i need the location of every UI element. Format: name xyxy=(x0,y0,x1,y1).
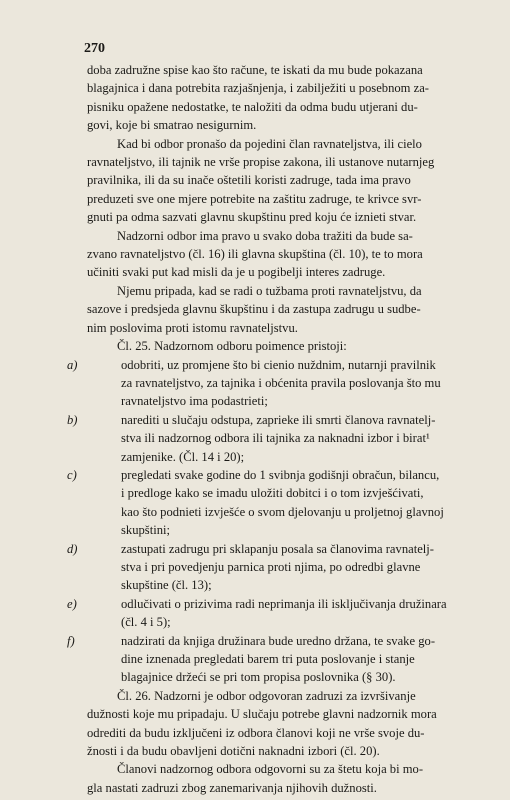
text-line: stva ili nadzornog odbora ili tajnika za naknadni izbor i birat¹ xyxy=(121,431,430,446)
text-line: za ravnateljstvo, za tajnika i obćenita pravila poslovanja što mu xyxy=(121,375,441,390)
text-line: nadzirati da knjiga družinara bude uredno držana, te svake go- xyxy=(121,633,436,648)
text-line: pravilnika, ili da su inače oštetili koristi zadruge, tada ima pravo xyxy=(87,173,411,188)
list-marker: d) xyxy=(67,541,78,556)
page-number: 270 xyxy=(84,41,105,56)
text-line: i predloge kako se imadu uložiti dobitci i o tom izvješćivati, xyxy=(121,486,424,501)
text-line: stva i pri povedjenju parnica proti njima, po odredbi glavne xyxy=(121,559,421,574)
text-line: govi, koje bi smatrao nesigurnim. xyxy=(87,118,257,133)
text-line: Nadzorni odbor ima pravo u svako doba tražiti da bude sa- xyxy=(117,228,413,243)
text-line: sazove i predsjeda glavnu škupštinu i da zastupa zadrugu u sudbe- xyxy=(87,302,421,317)
list-marker: e) xyxy=(67,596,77,611)
text-line: zvano ravnateljstvo (čl. 16) ili glavna skupština (čl. 10), te to mora xyxy=(87,247,423,262)
text-line: skupštini; xyxy=(121,523,170,538)
list-item-b xyxy=(67,411,455,466)
article-26-heading: Čl. 26. Nadzorni je odbor odgovoran zadruzi za izvršivanje xyxy=(117,688,416,703)
text-line: blagajnice držeći se pri tom propisa poslovnika (§ 30). xyxy=(121,670,396,685)
text-line: odlučivati o prizivima radi neprimanja ili isključivanja družinara xyxy=(121,596,447,611)
list-item-c xyxy=(67,466,455,540)
text-line: (čl. 4 i 5); xyxy=(121,615,171,630)
text-line: narediti u slučaju odstupa, zaprieke ili smrti članova ravnatelj- xyxy=(121,412,436,427)
article-25-heading: Čl. 25. Nadzornom odboru poimence pristoji: xyxy=(117,339,347,354)
text-line: kao što podnieti izvješće o svom djelovanju u proljetnoj glavnoj xyxy=(121,504,444,519)
text-line: gnuti pa odma sazvati glavnu skupštinu pred koju će iznieti stvar. xyxy=(87,210,417,225)
text-line: doba zadružne spise kao što račune, te iskati da mu bude pokazana xyxy=(87,63,423,77)
text-line: učiniti svaki put kad misli da je u pogibelji interes zadruge. xyxy=(87,265,386,280)
duties-list xyxy=(67,356,455,687)
text-line: zastupati zadrugu pri sklapanju posala sa članovima ravnatelj- xyxy=(121,541,434,556)
list-item-d xyxy=(67,540,455,595)
text-line: pisniku opažene nedostatke, te naložiti da odma budu utjerani du- xyxy=(87,99,418,114)
text-line: blagajnica i dana potrebita razjašnjenja, i zabilježiti u posebnom za- xyxy=(87,81,429,96)
text-line: odrediti da budu izključeni iz odbora članovi koji ne vrše svoje du- xyxy=(87,725,425,740)
text-line: skupštine (čl. 13); xyxy=(121,578,212,593)
text-line: Članovi nadzornog odbora odgovorni su za štetu koja bi mo- xyxy=(117,762,424,777)
text-line: zamjenike. (Čl. 14 i 20); xyxy=(121,449,245,464)
text-line: odobriti, uz promjene što bi cienio nuždnim, nutarnji pravilnik xyxy=(121,357,436,372)
list-marker: b) xyxy=(67,412,78,427)
text-line: preduzeti sve one mjere potrebite na zaštitu zadruge, te krivce svr- xyxy=(87,191,422,206)
text-line: nim poslovima proti istomu ravnateljstvu. xyxy=(87,320,298,335)
list-marker: c) xyxy=(67,467,77,482)
text-line: dužnosti koje mu pripadaju. U slučaju potrebe glavni nadzornik mora xyxy=(87,707,437,722)
text-line: žnosti i da budu obavljeni dotični naknadni izbori (čl. 20). xyxy=(87,744,380,759)
text-line: dine iznenada pregledati barem tri puta poslovanje i stanje xyxy=(121,652,415,666)
text-line: ravnateljstvo ima podastrieti; xyxy=(121,394,268,409)
text-line: Njemu pripada, kad se radi o tužbama proti ravnateljstvu, da xyxy=(117,283,422,298)
text-line: pregledati svake godine do 1 svibnja godišnji obračun, bilancu, xyxy=(121,467,440,482)
text-line: Kad bi odbor pronašo da pojedini član ravnateljstva, ili cielo xyxy=(117,136,422,151)
text-line: gla nastati zadruzi zbog zanemarivanja njihovih dužnosti. xyxy=(87,780,377,795)
list-item-e xyxy=(67,595,455,632)
list-item-f xyxy=(67,632,455,687)
text-line: ravnateljstvo, ili tajnik ne vrše propise zakona, ili ustanove nutarnjeg xyxy=(87,155,435,170)
list-item-a xyxy=(67,356,455,411)
article-text xyxy=(67,61,455,797)
list-marker: f) xyxy=(67,633,75,648)
list-marker: a) xyxy=(67,357,78,372)
